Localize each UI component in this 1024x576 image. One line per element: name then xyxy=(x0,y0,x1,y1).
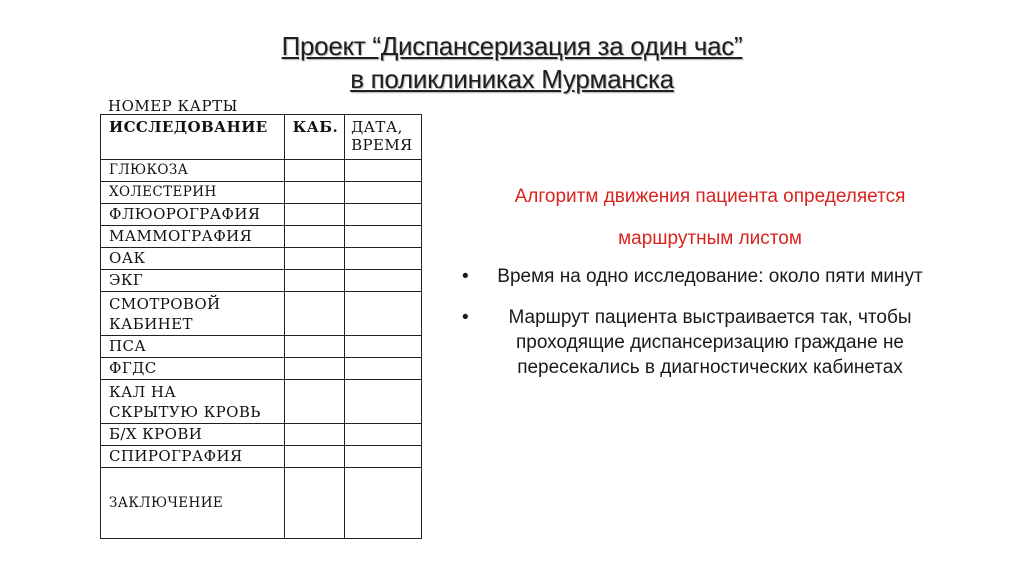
card-number-label: НОМЕР КАРТЫ xyxy=(108,97,238,115)
datetime-cell xyxy=(345,380,422,424)
datetime-cell xyxy=(345,468,422,539)
column-header-date: ДАТА, xyxy=(351,118,403,136)
row-label: ПСА xyxy=(101,336,285,358)
row-label xyxy=(101,292,285,336)
room-cell xyxy=(284,424,345,446)
datetime-cell xyxy=(345,226,422,248)
datetime-cell xyxy=(345,424,422,446)
row-label: ГЛЮКОЗА xyxy=(101,160,285,182)
table-header-row xyxy=(101,115,422,160)
row-label: ФЛЮОРОГРАФИЯ xyxy=(101,204,285,226)
bullet-item xyxy=(450,305,970,380)
lead-line-1: Алгоритм движения пациента определяется xyxy=(514,186,906,207)
datetime-cell xyxy=(345,358,422,380)
room-cell xyxy=(284,336,345,358)
column-header-time: ВРЕМЯ xyxy=(351,136,413,154)
bullet-icon: • xyxy=(462,307,469,328)
datetime-cell xyxy=(345,182,422,204)
table-row xyxy=(101,204,422,226)
datetime-cell xyxy=(345,336,422,358)
row-label: ЭКГ xyxy=(101,270,285,292)
datetime-cell xyxy=(345,204,422,226)
room-cell xyxy=(284,226,345,248)
datetime-cell xyxy=(345,248,422,270)
table-row xyxy=(101,468,422,539)
datetime-cell xyxy=(345,160,422,182)
row-label: ХОЛЕСТЕРИН xyxy=(101,182,285,204)
table-row xyxy=(101,446,422,468)
row-label-line-1: СМОТРОВОЙ xyxy=(109,294,221,313)
bullet-icon: • xyxy=(462,266,469,287)
table-row xyxy=(101,292,422,336)
datetime-cell xyxy=(345,292,422,336)
row-label: Б/Х КРОВИ xyxy=(101,424,285,446)
room-cell xyxy=(284,446,345,468)
room-cell xyxy=(284,204,345,226)
room-cell xyxy=(284,292,345,336)
slide-body xyxy=(450,186,970,396)
column-header-exam: ИССЛЕДОВАНИЕ xyxy=(101,115,285,160)
datetime-cell xyxy=(345,446,422,468)
column-header-datetime xyxy=(345,115,422,160)
slide-title xyxy=(0,30,1024,96)
table-row xyxy=(101,160,422,182)
room-cell xyxy=(284,160,345,182)
table-row xyxy=(101,226,422,248)
room-cell xyxy=(284,468,345,539)
table-row xyxy=(101,358,422,380)
row-label-line-1: КАЛ НА xyxy=(109,382,177,401)
bullet-text: Маршрут пациента выстраивается так, чтобы проходящие диспансеризацию граждане не пересекались в диагностических кабинетах xyxy=(508,307,912,378)
table-row xyxy=(101,424,422,446)
bullet-item xyxy=(450,264,970,289)
row-label-line-2: КАБИНЕТ xyxy=(109,314,193,333)
lead-text xyxy=(450,186,970,250)
table-row xyxy=(101,270,422,292)
route-sheet-table xyxy=(100,114,422,539)
row-label: СПИРОГРАФИЯ xyxy=(101,446,285,468)
row-label-line-2: СКРЫТУЮ КРОВЬ xyxy=(109,402,261,421)
room-cell xyxy=(284,248,345,270)
row-label: ОАК xyxy=(101,248,285,270)
route-sheet-scan xyxy=(100,97,430,537)
room-cell xyxy=(284,380,345,424)
title-line-1: Проект “Диспансеризация за один час” xyxy=(281,31,743,61)
bullet-list xyxy=(450,264,970,380)
table-row xyxy=(101,248,422,270)
title-line-2: в поликлиниках Мурманска xyxy=(350,64,674,94)
table-row xyxy=(101,182,422,204)
table-row xyxy=(101,336,422,358)
row-label: МАММОГРАФИЯ xyxy=(101,226,285,248)
column-header-room: КАБ. xyxy=(284,115,345,160)
row-label xyxy=(101,380,285,424)
room-cell xyxy=(284,270,345,292)
row-label: ЗАКЛЮЧЕНИЕ xyxy=(101,468,285,539)
bullet-text: Время на одно исследование: около пяти минут xyxy=(497,266,923,287)
datetime-cell xyxy=(345,270,422,292)
lead-line-2: маршрутным листом xyxy=(618,228,802,249)
table-row xyxy=(101,380,422,424)
room-cell xyxy=(284,358,345,380)
row-label: ФГДС xyxy=(101,358,285,380)
room-cell xyxy=(284,182,345,204)
